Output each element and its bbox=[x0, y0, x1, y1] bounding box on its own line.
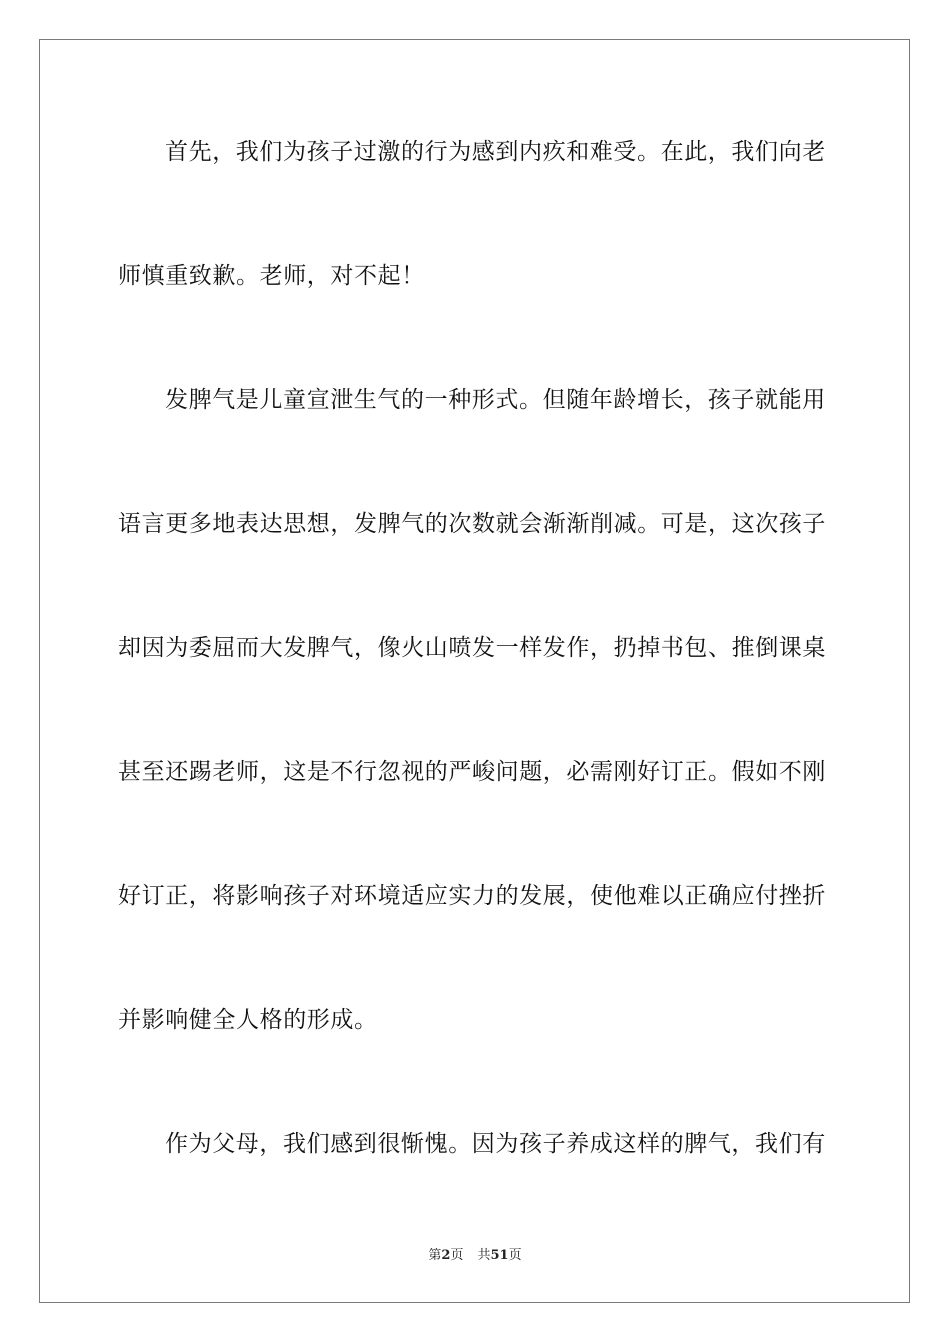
page-number: 2 bbox=[441, 1248, 451, 1263]
total-suffix: 页 bbox=[508, 1248, 522, 1263]
total-prefix: 共 bbox=[477, 1248, 491, 1263]
paragraph-1-line-1: 首先，我们为孩子过激的行为感到内疚和难受。在此，我们向老 bbox=[165, 139, 826, 165]
paragraph-2-line-5: 好订正，将影响孩子对环境适应实力的发展，使他难以正确应付挫折 bbox=[118, 883, 826, 909]
page-footer bbox=[0, 1247, 950, 1265]
page-prefix: 第 bbox=[428, 1248, 442, 1263]
paragraph-2-line-6: 并影响健全人格的形成。 bbox=[118, 1007, 378, 1033]
paragraph-2-line-1: 发脾气是儿童宣泄生气的一种形式。但随年龄增长，孩子就能用 bbox=[165, 387, 826, 413]
paragraph-1-line-2: 师慎重致歉。老师，对不起！ bbox=[118, 263, 425, 289]
page-suffix: 页 bbox=[450, 1248, 464, 1263]
total-pages: 51 bbox=[490, 1248, 509, 1263]
paragraph-2-line-4: 甚至还踢老师，这是不行忽视的严峻问题，必需刚好订正。假如不刚 bbox=[118, 759, 826, 785]
page-border bbox=[39, 39, 910, 1303]
paragraph-3-line-1: 作为父母，我们感到很惭愧。因为孩子养成这样的脾气，我们有 bbox=[165, 1131, 826, 1157]
paragraph-2-line-2: 语言更多地表达思想，发脾气的次数就会渐渐削减。可是，这次孩子 bbox=[118, 511, 826, 537]
paragraph-2-line-3: 却因为委屈而大发脾气，像火山喷发一样发作，扔掉书包、推倒课桌 bbox=[118, 635, 826, 661]
